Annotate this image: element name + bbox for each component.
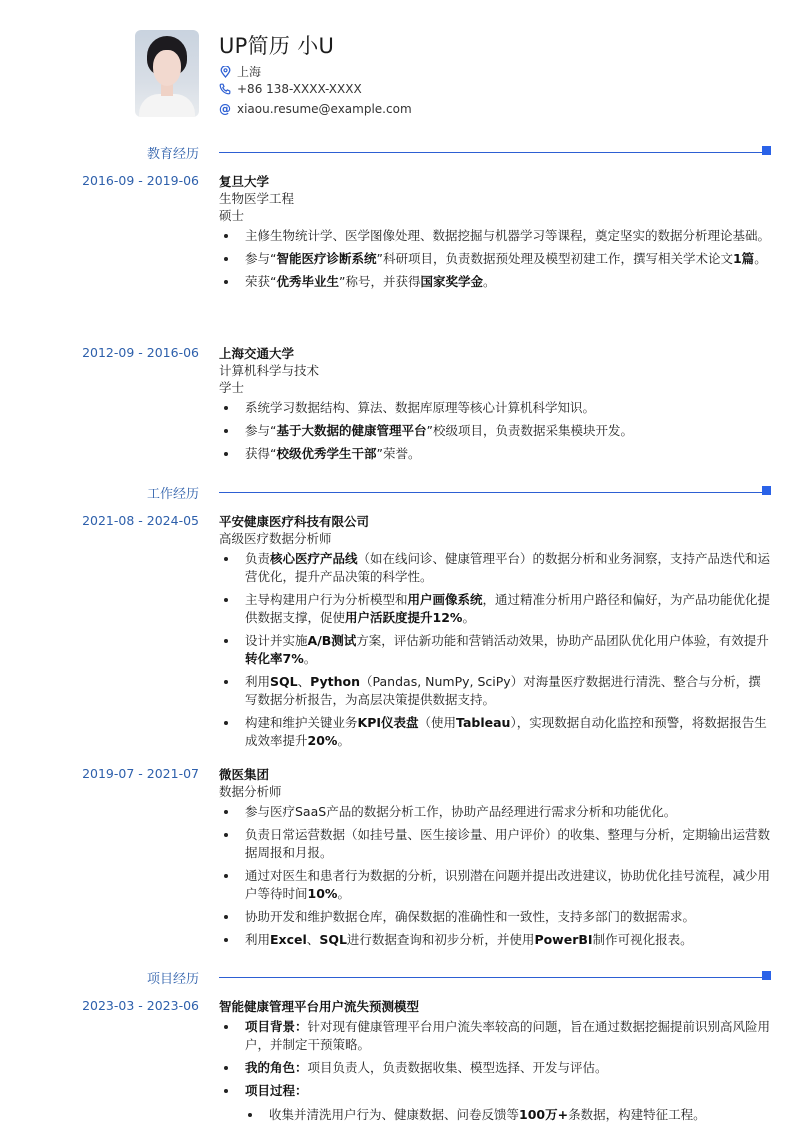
at-icon: @ <box>219 102 231 116</box>
major: 生物医学工程 <box>219 191 295 206</box>
company-name: 微医集团 <box>219 767 270 782</box>
bullet-item: 构建和维护关键业务KPI仪表盘（使用Tableau），实现数据自动化监控和预警，将数据报告生成效率提升20%。 <box>219 714 771 750</box>
bullet-item: 负责核心医疗产品线（如在线问诊、健康管理平台）的数据分析和业务洞察，支持产品迭代和运营优化，提升产品决策的科学性。 <box>219 550 771 586</box>
sub-bullet-item: 收集并清洗用户行为、健康数据、问卷反馈等100万+条数据，构建特征工程。 <box>245 1106 771 1124</box>
contact-location <box>219 63 261 80</box>
bullet-item: 主修生物统计学、医学图像处理、数据挖掘与机器学习等课程，奠定坚实的数据分析理论基础。 <box>219 227 771 245</box>
section-divider <box>219 152 762 153</box>
major: 计算机科学与技术 <box>219 363 320 378</box>
bullet-item: 负责日常运营数据（如挂号量、医生接诊量、用户评价）的收集、整理与分析，定期输出运营数据周报和月报。 <box>219 826 771 862</box>
bullet-item: 参与医疗SaaS产品的数据分析工作，协助产品经理进行需求分析和功能优化。 <box>219 803 771 821</box>
project-name: 智能健康管理平台用户流失预测模型 <box>219 999 420 1014</box>
map-pin-icon <box>219 66 231 78</box>
bullet-item: 设计并实施A/B测试方案，评估新功能和营销活动效果，协助产品团队优化用户体验，有效提升转化率7%。 <box>219 632 771 668</box>
section-title: 教育经历 <box>146 147 199 162</box>
phone-text[interactable]: +86 138-XXXX-XXXX <box>237 82 362 96</box>
profile-photo <box>135 30 199 117</box>
bullet-list <box>219 227 771 291</box>
bullet-list <box>219 550 771 750</box>
sub-bullet-list <box>245 1106 771 1124</box>
bullet-item: 利用Excel、SQL进行数据查询和初步分析，并使用PowerBI制作可视化报表。 <box>219 931 771 949</box>
section-divider <box>219 977 762 978</box>
entry-date: 2023-03 - 2023-06 <box>82 998 199 1013</box>
degree: 硕士 <box>219 208 245 223</box>
contact-email <box>219 102 412 116</box>
bullet-item: 获得“校级优秀学生干部”荣誉。 <box>219 445 771 463</box>
bullet-item: 协助开发和维护数据仓库，确保数据的准确性和一致性，支持多部门的数据需求。 <box>219 908 771 926</box>
resume-header <box>135 30 735 120</box>
job-title: 高级医疗数据分析师 <box>219 531 332 546</box>
email-text[interactable]: xiaou.resume@example.com <box>237 102 412 116</box>
bullet-item: 荣获“优秀毕业生”称号，并获得国家奖学金。 <box>219 273 771 291</box>
contact-phone <box>219 82 362 96</box>
entry-date: 2012-09 - 2016-06 <box>82 345 199 360</box>
section-title: 项目经历 <box>146 972 199 987</box>
location-text: 上海 <box>237 65 262 79</box>
entry-date: 2021-08 - 2024-05 <box>82 513 199 528</box>
bullet-item: 项目背景：针对现有健康管理平台用户流失率较高的问题，旨在通过数据挖掘提前识别高风险用户，并制定干预策略。 <box>219 1018 771 1054</box>
bullet-item: 参与“智能医疗诊断系统”科研项目，负责数据预处理及模型初建工作，撰写相关学术论文1篇。 <box>219 250 771 268</box>
entry-date: 2016-09 - 2019-06 <box>82 173 199 188</box>
bullet-item: 主导构建用户行为分析模型和用户画像系统，通过精准分析用户路径和偏好，为产品功能优化提供数据支撑，促使用户活跃度提升12%。 <box>219 591 771 627</box>
section-education-header <box>0 143 799 162</box>
company-name: 平安健康医疗科技有限公司 <box>219 514 370 529</box>
section-title: 工作经历 <box>146 487 199 502</box>
bullet-item: 利用SQL、Python（Pandas, NumPy, SciPy）对海量医疗数据进行清洗、整合与分析，撰写数据分析报告，为高层决策提供数据支持。 <box>219 673 771 709</box>
section-divider <box>219 492 762 493</box>
section-work-header <box>0 483 799 502</box>
bullet-item: 参与“基于大数据的健康管理平台”校级项目，负责数据采集模块开发。 <box>219 422 771 440</box>
phone-icon <box>219 83 231 95</box>
school-name: 复旦大学 <box>219 174 270 189</box>
section-marker <box>762 971 771 980</box>
section-marker <box>762 146 771 155</box>
bullet-item: 项目过程： 收集并清洗用户行为、健康数据、问卷反馈等100万+条数据，构建特征工程。 <box>219 1082 771 1124</box>
bullet-list <box>219 803 771 949</box>
job-title: 数据分析师 <box>219 784 282 799</box>
section-projects-header <box>0 968 799 987</box>
section-marker <box>762 486 771 495</box>
school-name: 上海交通大学 <box>219 346 295 361</box>
entry-date: 2019-07 - 2021-07 <box>82 766 199 781</box>
bullet-item: 我的角色：项目负责人，负责数据收集、模型选择、开发与评估。 <box>219 1059 771 1077</box>
bullet-list <box>219 399 771 463</box>
bullet-item: 系统学习数据结构、算法、数据库原理等核心计算机科学知识。 <box>219 399 771 417</box>
bullet-list <box>219 1018 771 1124</box>
bullet-item: 通过对医生和患者行为数据的分析，识别潜在问题并提出改进建议，协助优化挂号流程，减少用户等待时间10%。 <box>219 867 771 903</box>
degree: 学士 <box>219 380 245 395</box>
candidate-name: UP简历 小U <box>219 34 335 58</box>
